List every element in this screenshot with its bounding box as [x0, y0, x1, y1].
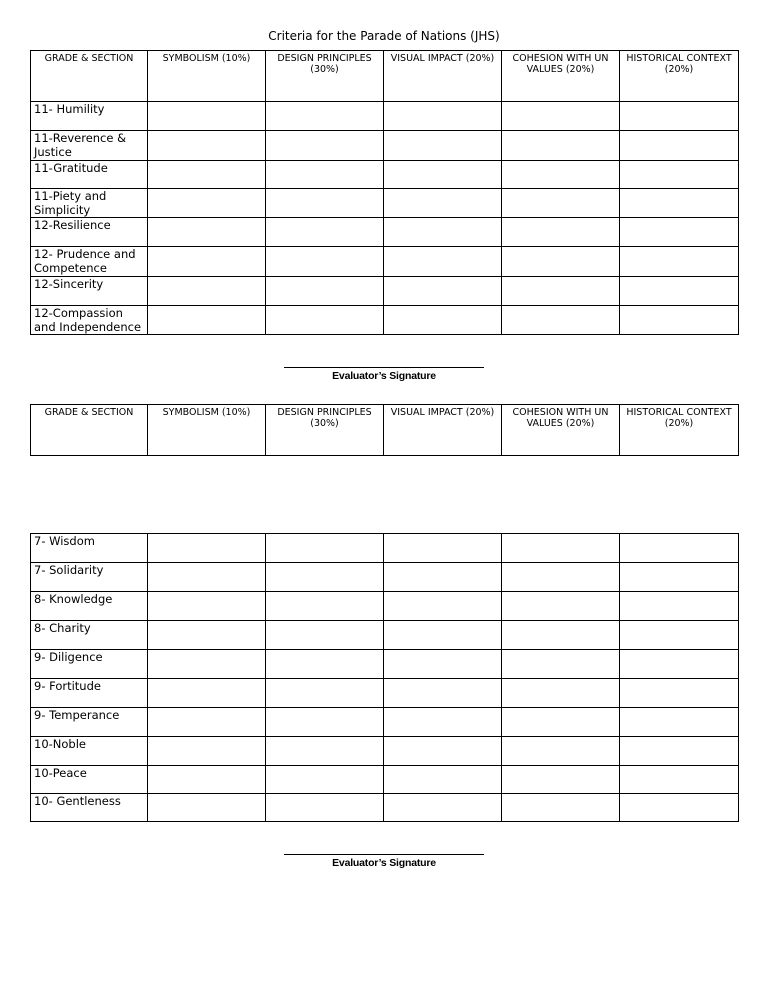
document-title: Criteria for the Parade of Nations (JHS) — [268, 29, 500, 43]
score-cell[interactable] — [148, 650, 266, 679]
row-label: 11-Gratitude — [31, 161, 148, 189]
score-cell[interactable] — [502, 102, 620, 131]
header-row — [31, 51, 739, 102]
row-label: 12-Compassion and Independence — [31, 306, 148, 335]
score-cell[interactable] — [148, 131, 266, 161]
header-visual-impact: VISUAL IMPACT (20%) — [384, 405, 502, 456]
table-row — [31, 189, 739, 218]
row-label: 9- Diligence — [31, 650, 148, 679]
signature-label: Evaluator’s Signature — [332, 857, 436, 869]
criteria-table-junior-header — [30, 404, 739, 456]
score-cell[interactable] — [148, 247, 266, 277]
score-cell[interactable] — [384, 247, 502, 277]
score-cell[interactable] — [384, 534, 502, 563]
score-cell[interactable] — [620, 218, 739, 247]
score-cell[interactable] — [620, 277, 739, 306]
score-cell[interactable] — [502, 534, 620, 563]
score-cell[interactable] — [620, 621, 739, 650]
table-row — [31, 102, 739, 131]
score-cell[interactable] — [502, 189, 620, 218]
table-row — [31, 679, 739, 708]
table-row — [31, 306, 739, 335]
row-label: 8- Charity — [31, 621, 148, 650]
score-cell[interactable] — [266, 131, 384, 161]
score-cell[interactable] — [266, 592, 384, 621]
score-cell[interactable] — [620, 563, 739, 592]
table-row — [31, 247, 739, 277]
score-cell[interactable] — [384, 131, 502, 161]
score-cell[interactable] — [384, 650, 502, 679]
score-cell[interactable] — [148, 277, 266, 306]
score-cell[interactable] — [148, 306, 266, 335]
header-visual-impact: VISUAL IMPACT (20%) — [384, 51, 502, 102]
row-label: 10- Gentleness — [31, 794, 148, 822]
score-cell[interactable] — [148, 708, 266, 737]
table-row — [31, 277, 739, 306]
score-cell[interactable] — [148, 766, 266, 794]
signature-line[interactable] — [284, 367, 484, 368]
score-cell[interactable] — [266, 277, 384, 306]
score-cell[interactable] — [266, 563, 384, 592]
score-cell[interactable] — [502, 621, 620, 650]
score-cell[interactable] — [620, 161, 739, 189]
row-label: 11- Humility — [31, 102, 148, 131]
row-label: 12- Prudence and Competence — [31, 247, 148, 277]
score-cell[interactable] — [148, 621, 266, 650]
score-cell[interactable] — [266, 708, 384, 737]
row-label: 11-Reverence & Justice — [31, 131, 148, 161]
header-historical-context: HISTORICAL CONTEXT (20%) — [620, 405, 739, 456]
score-cell[interactable] — [148, 189, 266, 218]
table-row — [31, 794, 739, 822]
score-cell[interactable] — [620, 247, 739, 277]
criteria-table-senior — [30, 50, 739, 335]
row-label: 12-Sincerity — [31, 277, 148, 306]
score-cell[interactable] — [148, 794, 266, 822]
score-cell[interactable] — [384, 794, 502, 822]
score-cell[interactable] — [384, 189, 502, 218]
score-cell[interactable] — [502, 592, 620, 621]
header-grade-section: GRADE & SECTION — [31, 51, 148, 102]
score-cell[interactable] — [148, 737, 266, 766]
score-cell[interactable] — [266, 766, 384, 794]
score-cell[interactable] — [620, 592, 739, 621]
score-cell[interactable] — [502, 766, 620, 794]
score-cell[interactable] — [502, 161, 620, 189]
row-label: 8- Knowledge — [31, 592, 148, 621]
score-cell[interactable] — [266, 679, 384, 708]
header-cohesion: COHESION WITH UN VALUES (20%) — [502, 405, 620, 456]
header-symbolism: SYMBOLISM (10%) — [148, 405, 266, 456]
criteria-table-junior — [30, 533, 739, 822]
header-design-principles: DESIGN PRINCIPLES (30%) — [266, 405, 384, 456]
score-cell[interactable] — [266, 189, 384, 218]
score-cell[interactable] — [384, 306, 502, 335]
score-cell[interactable] — [148, 592, 266, 621]
signature-line[interactable] — [284, 854, 484, 855]
score-cell[interactable] — [384, 218, 502, 247]
row-label: 9- Fortitude — [31, 679, 148, 708]
score-cell[interactable] — [266, 534, 384, 563]
table-row — [31, 708, 739, 737]
score-cell[interactable] — [384, 563, 502, 592]
table-row — [31, 161, 739, 189]
score-cell[interactable] — [620, 306, 739, 335]
score-cell[interactable] — [502, 563, 620, 592]
table-row — [31, 592, 739, 621]
score-cell[interactable] — [502, 247, 620, 277]
score-cell[interactable] — [148, 534, 266, 563]
score-cell[interactable] — [266, 650, 384, 679]
score-cell[interactable] — [502, 218, 620, 247]
row-label: 10-Noble — [31, 737, 148, 766]
score-cell[interactable] — [384, 102, 502, 131]
signature-block — [0, 367, 768, 382]
score-cell[interactable] — [502, 737, 620, 766]
header-historical-context: HISTORICAL CONTEXT (20%) — [620, 51, 739, 102]
score-cell[interactable] — [384, 277, 502, 306]
score-cell[interactable] — [502, 306, 620, 335]
table-row — [31, 621, 739, 650]
row-label: 12-Resilience — [31, 218, 148, 247]
score-cell[interactable] — [148, 218, 266, 247]
score-cell[interactable] — [384, 592, 502, 621]
score-cell[interactable] — [384, 679, 502, 708]
score-cell[interactable] — [620, 708, 739, 737]
score-cell[interactable] — [502, 794, 620, 822]
score-cell[interactable] — [620, 650, 739, 679]
score-cell[interactable] — [384, 161, 502, 189]
score-cell[interactable] — [148, 679, 266, 708]
row-label: 10-Peace — [31, 766, 148, 794]
score-cell[interactable] — [620, 679, 739, 708]
table-row — [31, 766, 739, 794]
score-cell[interactable] — [148, 161, 266, 189]
table-row — [31, 563, 739, 592]
score-cell[interactable] — [502, 650, 620, 679]
table-row — [31, 534, 739, 563]
score-cell[interactable] — [502, 277, 620, 306]
score-cell[interactable] — [266, 161, 384, 189]
score-cell[interactable] — [502, 679, 620, 708]
header-grade-section: GRADE & SECTION — [31, 405, 148, 456]
score-cell[interactable] — [620, 737, 739, 766]
score-cell[interactable] — [266, 218, 384, 247]
score-cell[interactable] — [384, 708, 502, 737]
table-row — [31, 737, 739, 766]
score-cell[interactable] — [620, 189, 739, 218]
score-cell[interactable] — [620, 534, 739, 563]
score-cell[interactable] — [620, 131, 739, 161]
score-cell[interactable] — [384, 737, 502, 766]
header-row — [31, 405, 739, 456]
row-label: 11-Piety and Simplicity — [31, 189, 148, 218]
score-cell[interactable] — [502, 708, 620, 737]
score-cell[interactable] — [266, 102, 384, 131]
score-cell[interactable] — [384, 621, 502, 650]
score-cell[interactable] — [502, 131, 620, 161]
row-label: 9- Temperance — [31, 708, 148, 737]
table-row — [31, 218, 739, 247]
table-row — [31, 131, 739, 161]
score-cell[interactable] — [266, 737, 384, 766]
score-cell[interactable] — [620, 794, 739, 822]
header-symbolism: SYMBOLISM (10%) — [148, 51, 266, 102]
score-cell[interactable] — [148, 563, 266, 592]
signature-label: Evaluator’s Signature — [332, 370, 436, 382]
score-cell[interactable] — [620, 766, 739, 794]
header-cohesion: COHESION WITH UN VALUES (20%) — [502, 51, 620, 102]
row-label: 7- Solidarity — [31, 563, 148, 592]
score-cell[interactable] — [266, 306, 384, 335]
score-cell[interactable] — [384, 766, 502, 794]
score-cell[interactable] — [148, 102, 266, 131]
score-cell[interactable] — [266, 621, 384, 650]
score-cell[interactable] — [266, 794, 384, 822]
header-design-principles: DESIGN PRINCIPLES (30%) — [266, 51, 384, 102]
row-label: 7- Wisdom — [31, 534, 148, 563]
score-cell[interactable] — [620, 102, 739, 131]
score-cell[interactable] — [266, 247, 384, 277]
table-row — [31, 650, 739, 679]
signature-block — [0, 854, 768, 869]
